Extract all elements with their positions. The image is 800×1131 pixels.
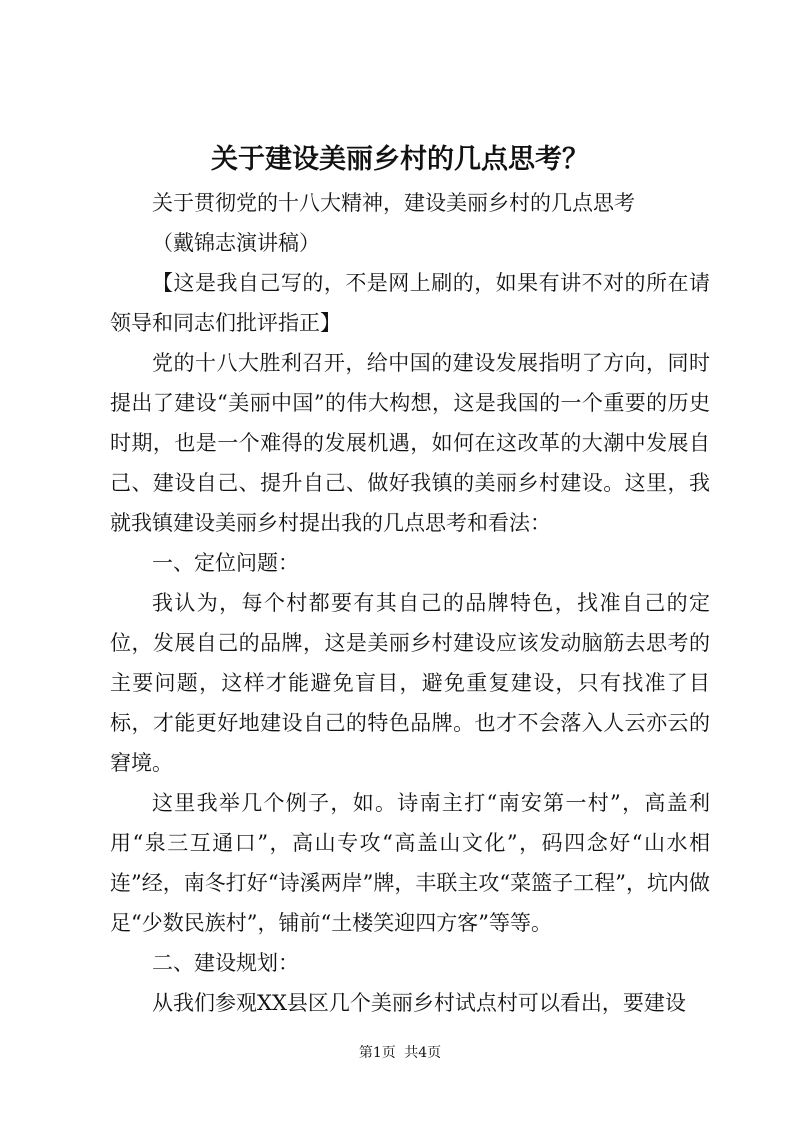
- examples-paragraph: 这里我举几个例子，如。诗南主打“南安第一村”，高盖利用“泉三互通口”，高山专攻“高盖山文化”，码四念好“山水相连”经，南冬打好“诗溪两岸”牌，丰联主攻“菜篮子工程”，坑内做足“少数民族村”，铺前“土楼笑迎四方客”等等。: [110, 791, 710, 935]
- author-note-paragraph: 【这是我自己写的，不是网上刷的，如果有讲不对的所在请领导和同志们批评指正】: [110, 271, 710, 335]
- section-heading-positioning: 一、定位问题：: [152, 551, 299, 575]
- document-body: [110, 183, 710, 1023]
- subtitle-paragraph: 关于贯彻党的十八大精神，建设美丽乡村的几点思考: [152, 191, 635, 215]
- section-heading-planning: 二、建设规划：: [152, 951, 299, 975]
- intro-paragraph: 党的十八大胜利召开，给中国的建设发展指明了方向，同时提出了建设“美丽中国”的伟大构想，这是我国的一个重要的历史时期，也是一个难得的发展机遇，如何在这改革的大潮中发展自己、建设自己、提升自己、做好我镇的美丽乡村建设。这里，我就我镇建设美丽乡村提出我的几点思考和看法：: [110, 351, 710, 535]
- page-footer: [0, 1043, 800, 1063]
- speaker-paragraph: （戴锦志演讲稿）: [152, 231, 320, 255]
- page-number: 第1页: [358, 1045, 396, 1061]
- document-title: 关于建设美丽乡村的几点思考？: [211, 144, 589, 175]
- positioning-paragraph: 我认为，每个村都要有其自己的品牌特色，找准自己的定位，发展自己的品牌，这是美丽乡村建设应该发动脑筋去思考的主要问题，这样才能避免盲目，避免重复建设，只有找准了目标，才能更好地建设自己的特色品牌。也才不会落入人云亦云的窘境。: [110, 591, 710, 775]
- planning-paragraph: 从我们参观XX县区几个美丽乡村试点村可以看出，要建设: [152, 991, 686, 1015]
- page-total: 共4页: [404, 1045, 442, 1061]
